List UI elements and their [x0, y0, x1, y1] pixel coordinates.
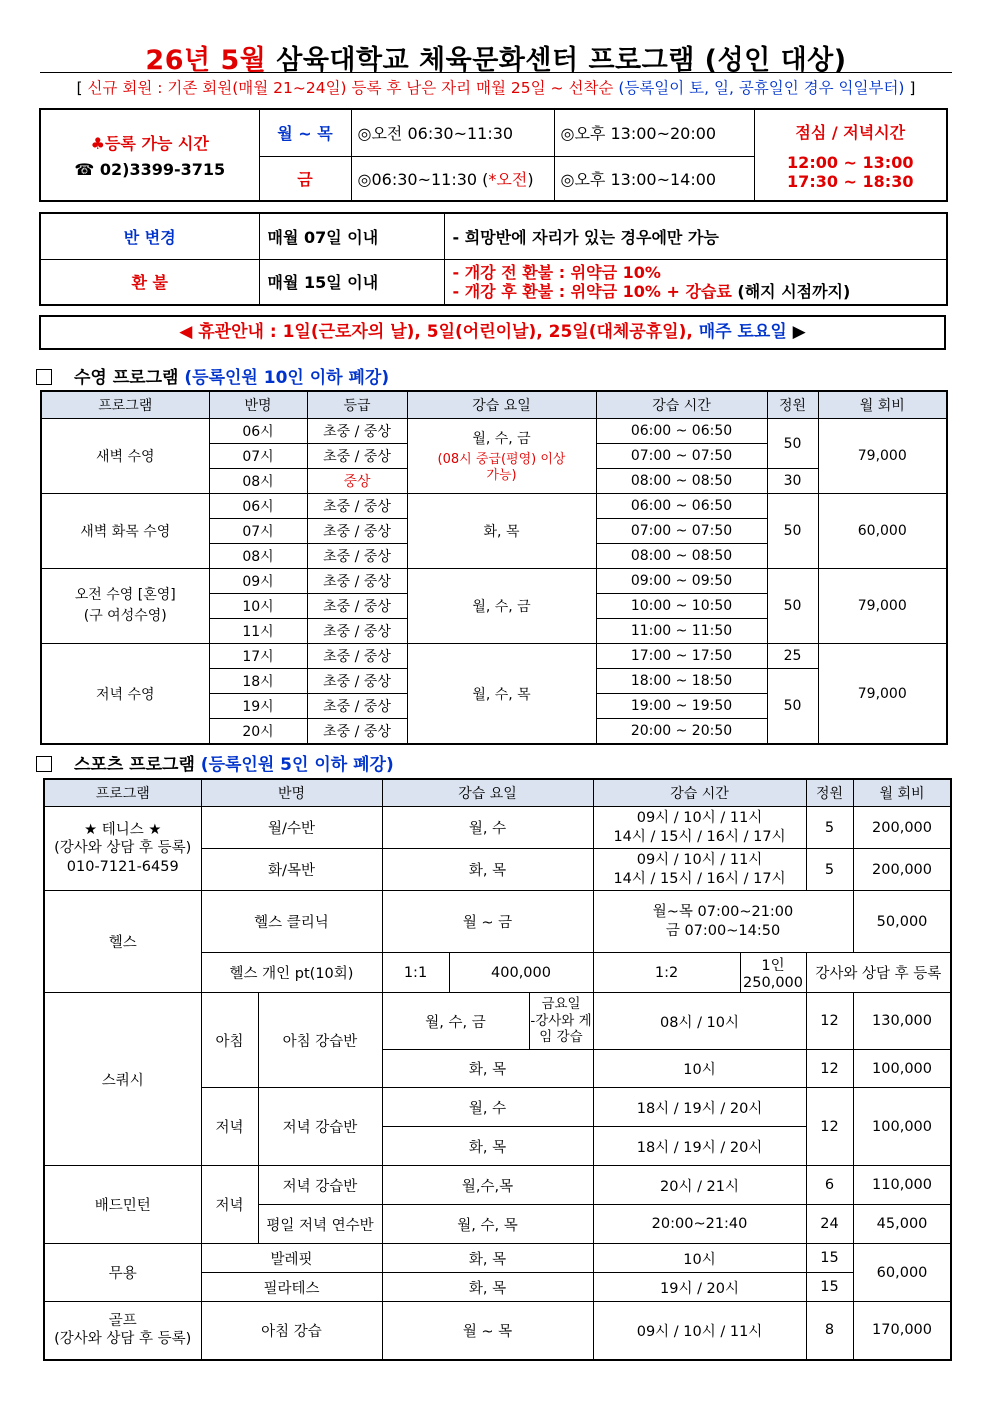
class-name: 08시 — [209, 469, 307, 494]
table-row — [44, 891, 951, 953]
level: 초중 / 중상 — [307, 594, 407, 619]
time: 20:00 ~ 20:50 — [596, 719, 767, 745]
capacity: 12 — [806, 1088, 853, 1166]
refund-label: 환 불 — [40, 259, 259, 305]
days-cell: 화, 목 — [382, 1127, 593, 1166]
level: 초중 / 중상 — [307, 419, 407, 444]
sports-table — [43, 778, 952, 1361]
phone-icon: ☎ — [74, 160, 100, 179]
capacity: 24 — [806, 1205, 853, 1244]
level: 초중 / 중상 — [307, 519, 407, 544]
capacity: 15 — [806, 1273, 853, 1302]
time-of-day: 저녁 — [201, 1088, 258, 1166]
capacity: 50 — [767, 569, 818, 644]
header-time: 강습 시간 — [593, 779, 806, 807]
pt-ratio: 1:1 — [382, 953, 449, 993]
level: 초중 / 중상 — [307, 619, 407, 644]
class-name: 헬스 개인 pt(10회) — [201, 953, 382, 993]
header-fee: 월 회비 — [818, 391, 947, 419]
capacity: 5 — [806, 807, 853, 849]
days-cell: 화, 목 — [382, 1244, 593, 1273]
class-name: 헬스 클리닉 — [201, 891, 382, 953]
days-cell: 화, 목 — [407, 494, 596, 569]
level: 중상 — [307, 469, 407, 494]
capacity: 25 — [767, 644, 818, 669]
header-capacity: 정원 — [806, 779, 853, 807]
days-cell: 월 ~ 금 — [382, 891, 593, 953]
class-name: 17시 — [209, 644, 307, 669]
time: 07:00 ~ 07:50 — [596, 444, 767, 469]
fee: 79,000 — [818, 644, 947, 745]
capacity: 12 — [806, 993, 853, 1050]
sports-section-title: 스포츠 프로그램 (등록인원 5인 이하 폐강) — [36, 750, 394, 775]
fee: 79,000 — [818, 569, 947, 644]
fee: 50,000 — [853, 891, 951, 953]
class-name: 19시 — [209, 694, 307, 719]
days-cell: 월, 수, 목 — [407, 644, 596, 745]
swim-section-title: 수영 프로그램 (등록인원 10인 이하 폐강) — [36, 363, 389, 388]
fee: 200,000 — [853, 849, 951, 891]
class-name: 아침 강습 — [201, 1302, 382, 1360]
header-time: 강습 시간 — [596, 391, 767, 419]
fee: 45,000 — [853, 1205, 951, 1244]
time: 10:00 ~ 10:50 — [596, 594, 767, 619]
capacity: 50 — [767, 669, 818, 745]
program-name: 오전 수영 [혼영] (구 여성수영) — [41, 569, 209, 644]
fee: 60,000 — [853, 1244, 951, 1302]
time: 08:00 ~ 08:50 — [596, 469, 767, 494]
days-cell: 월, 수, 금 — [382, 993, 529, 1050]
time: 월~목 07:00~21:00 금 07:00~14:50 — [593, 891, 853, 953]
program-name: ★ 테니스 ★ (강사와 상담 후 등록) 010-7121-6459 — [44, 807, 201, 891]
closure-notice: ◀ 휴관안내 : 1일(근로자의 날), 5일(어린이날), 25일(대체공휴일), 매주 토요일 ▶ — [39, 315, 946, 350]
class-change-label: 반 변경 — [40, 213, 259, 259]
time-of-day: 아침 — [201, 993, 258, 1088]
checkbox-icon — [36, 756, 52, 772]
class-name: 발레핏 — [201, 1244, 382, 1273]
level: 초중 / 중상 — [307, 494, 407, 519]
title-divider — [40, 72, 952, 73]
fri-label: 금 — [259, 156, 351, 201]
class-name: 06시 — [209, 494, 307, 519]
class-name: 평일 저녁 연수반 — [258, 1205, 382, 1244]
header-class: 반명 — [209, 391, 307, 419]
header-fee: 월 회비 — [853, 779, 951, 807]
class-name: 18시 — [209, 669, 307, 694]
days-cell: 월 ~ 목 — [382, 1302, 593, 1360]
time: 10시 — [593, 1050, 806, 1088]
days-cell: 화, 목 — [382, 1273, 593, 1302]
class-name: 10시 — [209, 594, 307, 619]
time: 09시 / 10시 / 11시 — [593, 1302, 806, 1360]
fri-pm: ◎오후 13:00~14:00 — [554, 156, 754, 201]
time: 07:00 ~ 07:50 — [596, 519, 767, 544]
table-row — [44, 1302, 951, 1360]
time: 09시 / 10시 / 11시 14시 / 15시 / 16시 / 17시 — [593, 849, 806, 891]
level: 초중 / 중상 — [307, 644, 407, 669]
days-cell: 월, 수, 금 — [407, 569, 596, 644]
program-name: 골프 (강사와 상담 후 등록) — [44, 1302, 201, 1360]
time: 10시 — [593, 1244, 806, 1273]
class-name: 07시 — [209, 519, 307, 544]
capacity: 30 — [767, 469, 818, 494]
time: 18시 / 19시 / 20시 — [593, 1127, 806, 1166]
time: 17:00 ~ 17:50 — [596, 644, 767, 669]
time: 19시 / 20시 — [593, 1273, 806, 1302]
days-cell: 화, 목 — [382, 1050, 593, 1088]
checkbox-icon — [36, 369, 52, 385]
time: 18시 / 19시 / 20시 — [593, 1088, 806, 1127]
level: 초중 / 중상 — [307, 569, 407, 594]
fee: 110,000 — [853, 1166, 951, 1205]
pt-fee: 400,000 — [449, 953, 593, 993]
program-name: 배드민턴 — [44, 1166, 201, 1244]
program-name: 헬스 — [44, 891, 201, 993]
header-program: 프로그램 — [41, 391, 209, 419]
subtitle: [ 신규 회원 : 기존 회원(매월 21~24일) 등록 후 남은 자리 매월 25일 ~ 선착순 (등록일이 토, 일, 공휴일인 경우 익일부터) ] — [76, 79, 916, 97]
level: 초중 / 중상 — [307, 694, 407, 719]
class-change-desc: - 희망반에 자리가 있는 경우에만 가능 — [444, 213, 947, 259]
time: 11:00 ~ 11:50 — [596, 619, 767, 644]
class-name: 저녁 강습반 — [258, 1088, 382, 1166]
header-days: 강습 요일 — [382, 779, 593, 807]
time: 09시 / 10시 / 11시 14시 / 15시 / 16시 / 17시 — [593, 807, 806, 849]
pt-note: 강사와 상담 후 등록 — [806, 953, 951, 993]
mon-thu-am: ◎오전 06:30~11:30 — [351, 109, 554, 156]
level: 초중 / 중상 — [307, 669, 407, 694]
program-name: 저녁 수영 — [41, 644, 209, 745]
mon-thu-pm: ◎오후 13:00~20:00 — [554, 109, 754, 156]
pt-ratio: 1:2 — [593, 953, 740, 993]
time: 08시 / 10시 — [593, 993, 806, 1050]
program-name: 새벽 화목 수영 — [41, 494, 209, 569]
time: 18:00 ~ 18:50 — [596, 669, 767, 694]
days-cell: 월, 수 — [382, 807, 593, 849]
fee: 60,000 — [818, 494, 947, 569]
club-icon: ♣ — [90, 134, 105, 153]
class-name: 화/목반 — [201, 849, 382, 891]
time: 08:00 ~ 08:50 — [596, 544, 767, 569]
capacity: 6 — [806, 1166, 853, 1205]
table-row — [41, 644, 947, 669]
registration-hours-table — [39, 108, 948, 202]
days-cell: 화, 목 — [382, 849, 593, 891]
level: 초중 / 중상 — [307, 544, 407, 569]
lunch-dinner-times: 점심 / 저녁시간 12:00 ~ 13:00 17:30 ~ 18:30 — [754, 109, 947, 201]
table-row — [41, 494, 947, 519]
class-name: 월/수반 — [201, 807, 382, 849]
table-row — [44, 807, 951, 849]
table-row — [41, 569, 947, 594]
capacity: 50 — [767, 419, 818, 469]
class-change-deadline: 매월 07일 이내 — [259, 213, 444, 259]
capacity: 8 — [806, 1302, 853, 1360]
time: 06:00 ~ 06:50 — [596, 419, 767, 444]
class-name: 필라테스 — [201, 1273, 382, 1302]
fri-am: ◎06:30~11:30 (*오전) — [351, 156, 554, 201]
fee: 100,000 — [853, 1050, 951, 1088]
header-class: 반명 — [201, 779, 382, 807]
class-name: 20시 — [209, 719, 307, 745]
refund-desc: - 개강 전 환불 : 위약금 10% - 개강 후 환불 : 위약금 10% + 강습료 (해지 시점까지) — [444, 259, 947, 305]
time: 20시 / 21시 — [593, 1166, 806, 1205]
fee: 200,000 — [853, 807, 951, 849]
time: 20:00~21:40 — [593, 1205, 806, 1244]
class-name: 06시 — [209, 419, 307, 444]
capacity: 5 — [806, 849, 853, 891]
days-cell: 월,수,목 — [382, 1166, 593, 1205]
program-name: 새벽 수영 — [41, 419, 209, 494]
friday-note: 금요일 -강사와 게임 강습 — [529, 993, 593, 1050]
time-of-day: 저녁 — [201, 1166, 258, 1244]
program-name: 무용 — [44, 1244, 201, 1302]
fee: 170,000 — [853, 1302, 951, 1360]
policy-table — [39, 212, 948, 306]
header-days: 강습 요일 — [407, 391, 596, 419]
capacity: 50 — [767, 494, 818, 569]
time: 09:00 ~ 09:50 — [596, 569, 767, 594]
days-cell: 월, 수, 금 (08시 중급(평영) 이상 가능) — [407, 419, 596, 494]
class-name: 09시 — [209, 569, 307, 594]
days-cell: 월, 수, 목 — [382, 1205, 593, 1244]
capacity: 12 — [806, 1050, 853, 1088]
table-row — [44, 993, 951, 1050]
registration-info: ♣등록 가능 시간 ☎ 02)3399-3715 — [40, 109, 259, 201]
capacity: 15 — [806, 1244, 853, 1273]
days-cell: 월, 수 — [382, 1088, 593, 1127]
refund-deadline: 매월 15일 이내 — [259, 259, 444, 305]
level: 초중 / 중상 — [307, 719, 407, 745]
swim-table — [40, 390, 948, 745]
time: 19:00 ~ 19:50 — [596, 694, 767, 719]
table-row — [41, 419, 947, 444]
fee: 130,000 — [853, 993, 951, 1050]
fee: 79,000 — [818, 419, 947, 494]
program-name: 스쿼시 — [44, 993, 201, 1166]
class-name: 11시 — [209, 619, 307, 644]
header-capacity: 정원 — [767, 391, 818, 419]
class-name: 07시 — [209, 444, 307, 469]
time: 06:00 ~ 06:50 — [596, 494, 767, 519]
class-name: 저녁 강습반 — [258, 1166, 382, 1205]
table-row — [44, 1244, 951, 1273]
level: 초중 / 중상 — [307, 444, 407, 469]
class-name: 아침 강습반 — [258, 993, 382, 1088]
class-name: 08시 — [209, 544, 307, 569]
mon-thu-label: 월 ~ 목 — [259, 109, 351, 156]
fee: 100,000 — [853, 1088, 951, 1166]
page-title: 26년 5월 삼육대학교 체육문화센터 프로그램 (성인 대상) — [145, 45, 847, 76]
table-row — [44, 1166, 951, 1205]
header-program: 프로그램 — [44, 779, 201, 807]
pt-fee: 1인 250,000 — [740, 953, 806, 993]
header-level: 등급 — [307, 391, 407, 419]
